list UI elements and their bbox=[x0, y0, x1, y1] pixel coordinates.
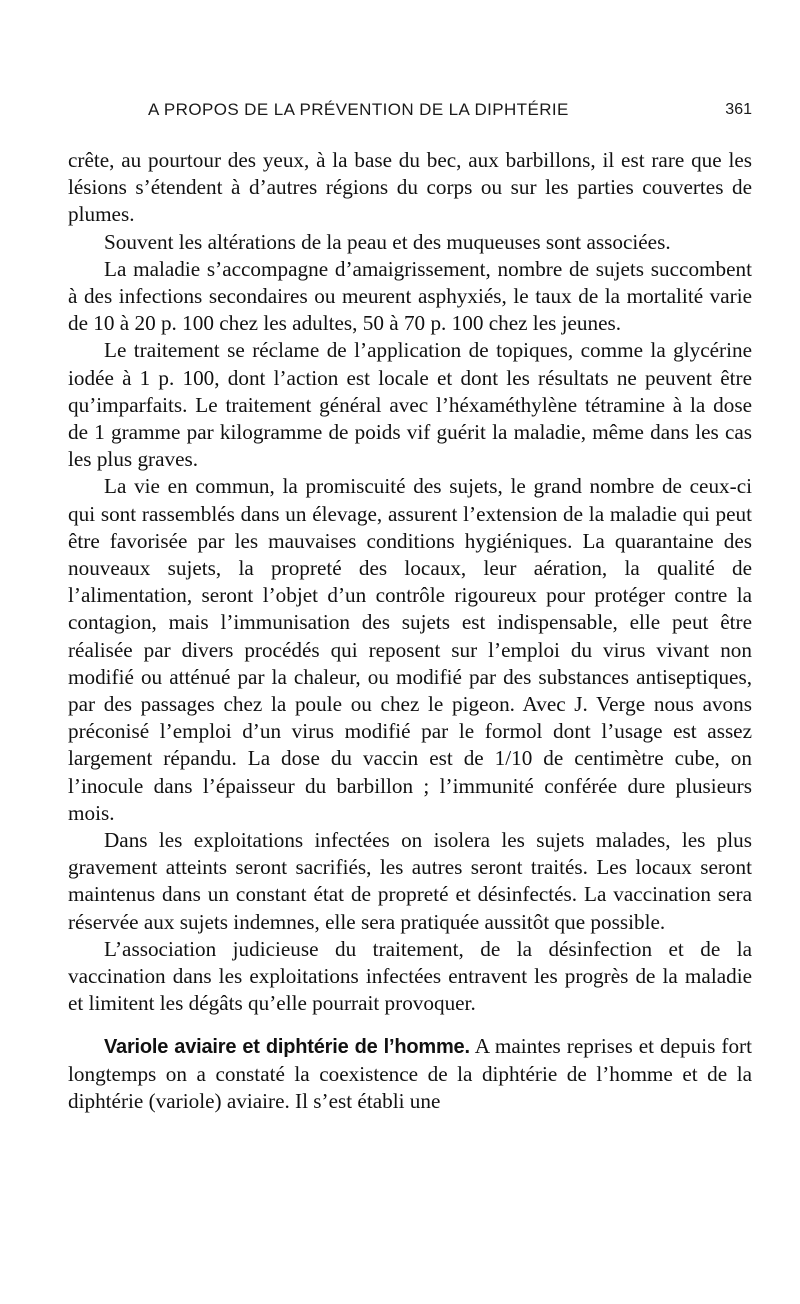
running-header-title: A PROPOS DE LA PRÉVENTION DE LA DIPHTÉRIE bbox=[148, 100, 569, 119]
section-text: A maintes reprises et depuis fort longtemps on a constaté la coexistence de la diphtérie de l’homme et de la diphtérie (variole) aviaire. Il s’est établi une bbox=[68, 1033, 752, 1113]
section-paragraph bbox=[68, 1033, 752, 1116]
paragraph-association: L’association judicieuse du traitement, de la désinfection et de la vaccination dans les exploitations infectées entravent les progrès de la maladie et limitent les dégâts qu’elle pourrait provoquer. bbox=[68, 936, 752, 1016]
paragraph-mortality: La maladie s’accompagne d’amaigrissement, nombre de sujets succombent à des infections secondaires ou meurent asphyxiés, le taux de la mortalité varie de 10 à 20 p. 100 chez les adultes, 50 à 70 p. 100 chez les jeunes. bbox=[68, 256, 752, 336]
paragraph-associated-alterations: Souvent les altérations de la peau et des muqueuses sont associées. bbox=[104, 229, 671, 254]
paragraph-infected-farms: Dans les exploitations infectées on isolera les sujets malades, les plus gravement atteints seront sacrifiés, les autres seront traités. Les locaux seront maintenus dans un constant état de propreté et désinfectés. La vaccination sera réservée aux sujets indemnes, elle sera pratiquée aussitôt que possible. bbox=[68, 828, 752, 934]
paragraph-continuation: crête, au pourtour des yeux, à la base du bec, aux barbillons, il est rare que les lésions s’étendent à d’autres régions du corps ou sur les parties couvertes de plumes. bbox=[68, 148, 752, 227]
section-heading: Variole aviaire et diphtérie de l’homme. bbox=[104, 1035, 470, 1058]
page-number: 361 bbox=[725, 101, 752, 118]
paragraph-treatment: Le traitement se réclame de l’application de topiques, comme la glycérine iodée à 1 p. 100, dont l’action est locale et dont les résultats ne peuvent être qu’imparfaits. Le traitement général avec l’héxaméthylène tétramine à la dose de 1 gramme par kilogramme de poids vif guérit la maladie, même dans les cas les plus graves. bbox=[68, 338, 752, 472]
paragraph-immunisation: La vie en commun, la promiscuité des sujets, le grand nombre de ceux-ci qui sont rassemblés dans un élevage, assurent l’extension de la maladie qui peut être favorisée par les mauvaises conditions hygiéniques. La quarantaine des nouveaux sujets, la propreté des locaux, leur aération, la qualité de l’alimentation, seront l’objet d’un contrôle rigoureux pour protéger contre la contagion, mais l’immunisation des sujets est indispensable, elle peut être réalisée par divers procédés qui reposent sur l’emploi du virus vivant non modifié ou atténué par la chaleur, ou modifié par des substances antiseptiques, par des passages chez la poule ou chez le pigeon. Avec J. Verge nous avons préconisé l’emploi d’un virus modifié par le formol dont l’usage est assez largement répandu. La dose du vaccin est de 1/10 de centimètre cube, on l’inocule dans l’épaisseur du barbillon ; l’immunité conférée dure plusieurs mois. bbox=[68, 474, 752, 825]
body-text bbox=[68, 147, 752, 1115]
running-header bbox=[68, 100, 752, 130]
